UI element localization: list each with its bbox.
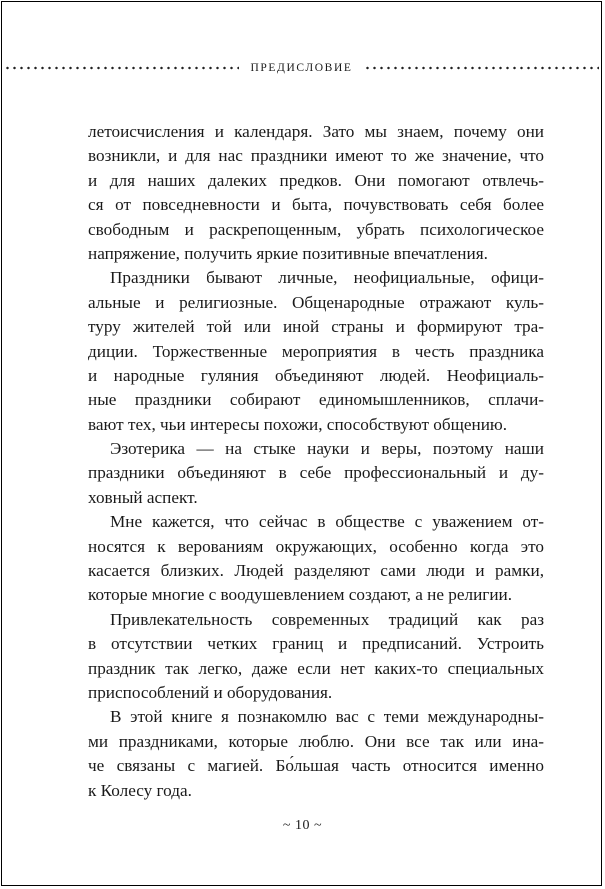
paragraph <box>88 510 544 608</box>
text-line: Праздники бывают личные, неофициальные, офици- <box>110 268 544 288</box>
text-line: Мне кажется, что сейчас в обществе с уважением от- <box>110 512 544 532</box>
text-line: к Колесу года. <box>88 780 192 800</box>
text-line: носятся к верованиям окружающих, особенно когда это <box>88 536 544 556</box>
text-line: приспособлений и оборудования. <box>88 682 333 702</box>
text-line: Эзотерика — на стыке науки и веры, поэтому наши <box>110 439 544 459</box>
text-line: альные и религиозные. Общенародные отражают куль- <box>88 292 544 312</box>
text-line: вают тех, чьи интересы похожи, способствуют общению. <box>88 414 508 434</box>
text-line: возникли, и для нас праздники имеют то же значение, что <box>88 146 544 166</box>
text-line: ми праздниками, которые люблю. Они все так или ина- <box>88 731 544 751</box>
text-line: летоисчисления и календаря. Зато мы знаем, почему они <box>88 122 544 141</box>
paragraph <box>88 437 544 510</box>
text-line: туру жителей той или иной страны и формируют тра- <box>88 317 544 337</box>
text-line: ся от повседневности и быта, почувствовать себя более <box>88 195 544 215</box>
text-line: и для наших далеких предков. Они помогают отвлечь- <box>88 170 544 190</box>
text-line: Привлекательность современных традиций как раз <box>110 609 544 629</box>
text-line: свободным и раскрепощенным, убрать психологическое <box>88 219 544 239</box>
text-line: напряжение, получить яркие позитивные впечатления. <box>88 243 488 263</box>
text-line: ховный аспект. <box>88 487 198 507</box>
paragraph <box>88 266 544 437</box>
body-text <box>88 120 544 803</box>
header-dotted-rule-left <box>4 66 239 70</box>
text-line: касается близких. Людей разделяют сами люди и рамки, <box>88 561 544 581</box>
text-line: че связаны с магией. Бо́льшая часть относится именно <box>88 756 544 776</box>
text-line: в отсутствии четких границ и предписаний. Устроить <box>88 634 544 654</box>
paragraph <box>88 608 544 706</box>
text-line: праздник так легко, даже если нет каких-то специальных <box>88 658 544 678</box>
text-line: В этой книге я познакомлю вас с теми международны- <box>110 707 544 727</box>
text-line: праздники объединяют в себе профессиональный и ду- <box>88 463 544 483</box>
running-header <box>0 58 603 78</box>
paragraph <box>88 120 544 266</box>
header-dotted-rule-right <box>364 66 599 70</box>
text-line: ные праздники собирают единомышленников, сплачи- <box>88 390 544 410</box>
page-number: ~ 10 ~ <box>282 818 323 833</box>
text-line: которые многие с воодушевлением создают, а не религии. <box>88 585 513 605</box>
text-line: и народные гуляния объединяют людей. Неофициаль- <box>88 365 544 385</box>
header-title: ПРЕДИСЛОВИЕ <box>250 62 353 74</box>
paragraph <box>88 705 544 803</box>
text-line: диции. Торжественные мероприятия в честь праздника <box>88 341 544 361</box>
